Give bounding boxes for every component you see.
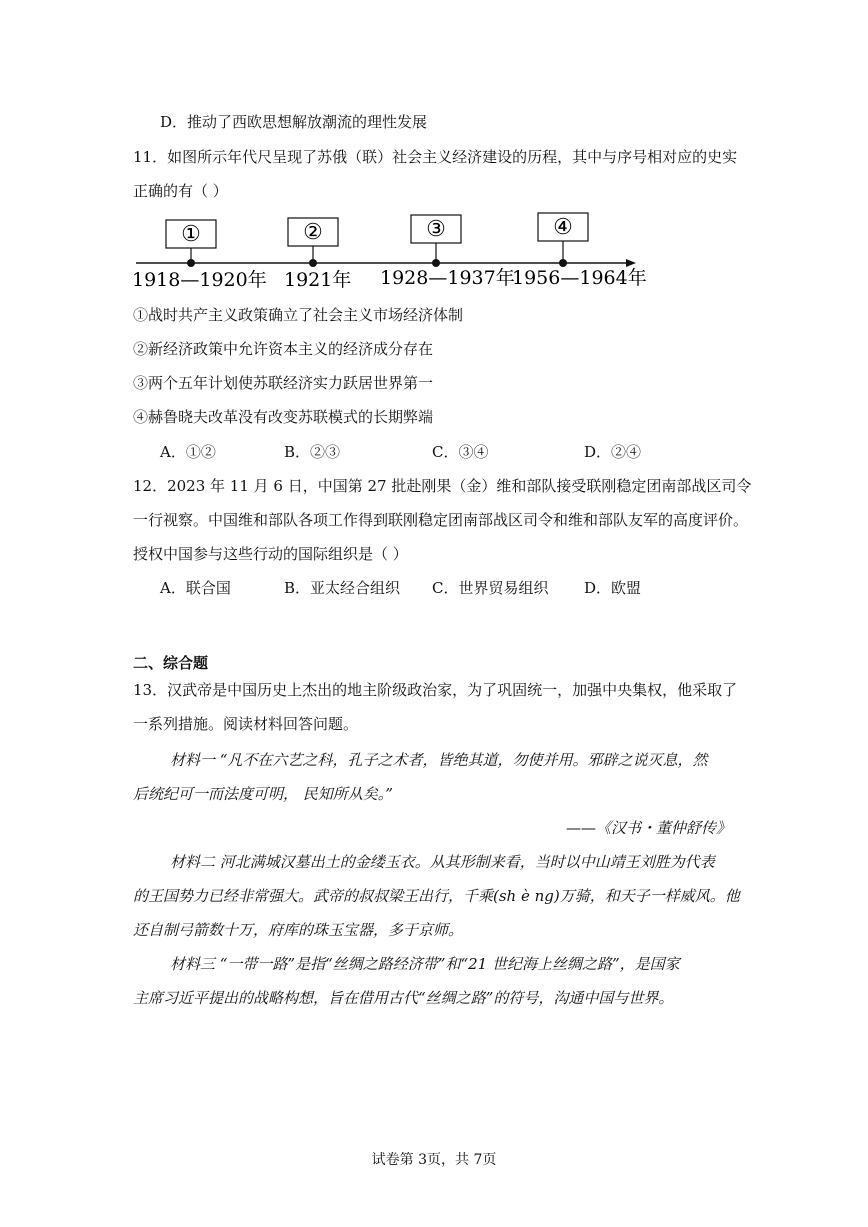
material-1-source: ——《汉书・董仲舒传》 [566,819,732,837]
q12-option-c: C．世界贸易组织 [432,579,549,597]
timeline-point-1 [187,259,195,267]
material-3-line2: 主席习近平提出的战略构想，旨在借用古代“丝绸之路”的符号，沟通中国与世界。 [133,989,674,1007]
timeline-figure [128,210,648,296]
material-1-line2: 后统纪可一而法度可明， 民知所从矣。” [133,785,393,803]
q11-option-a: A．①② [160,443,216,461]
timeline-date-1: 1918—1920年 [132,269,267,291]
q12-option-b: B．亚太经合组织 [284,579,401,597]
material-2-line1: 材料二 河北满城汉墓出土的金缕玉衣。从其形制来看，当时以中山靖王刘胜为代表 [170,853,715,871]
q12-stem-line2: 一行视察。中国维和部队各项工作得到联刚稳定团南部战区司令和维和部队友军的高度评价。 [133,511,749,529]
q11-stem-line2: 正确的有（ ） [133,182,228,200]
q13-stem-line1: 13．汉武帝是中国历史上杰出的地主阶级政治家，为了巩固统一，加强中央集权，他采取了 [133,681,738,699]
timeline-marker-2: ② [303,220,323,245]
timeline-marker-3: ③ [426,217,446,242]
q12-stem-line1: 12．2023 年 11 月 6 日，中国第 27 批赴刚果（金）维和部队接受联刚稳定团南部战区司令 [133,477,752,495]
timeline-point-4 [559,259,567,267]
q12-option-d: D．欧盟 [584,579,642,597]
timeline-date-3: 1928—1937年 [380,267,515,289]
q12-option-a: A．联合国 [160,579,231,597]
q12-stem-line3: 授权中国参与这些行动的国际组织是（ ） [133,545,408,563]
material-3-line1: 材料三 “一带一路”是指“丝绸之路经济带”和“21 世纪海上丝绸之路”，是国家 [170,955,680,973]
material-2-line3: 还自制弓箭数十万，府库的珠玉宝器，多于京师。 [133,921,464,939]
q11-statement-4: ④赫鲁晓夫改革没有改变苏联模式的长期弊端 [133,408,434,426]
timeline-date-4: 1956—1964年 [512,267,647,289]
section-title: 二、综合题 [133,654,209,672]
q10-option-d: D．推动了西欧思想解放潮流的理性发展 [160,113,428,131]
q11-statement-2: ②新经济政策中允许资本主义的经济成分存在 [133,340,434,358]
timeline-marker-4: ④ [553,215,573,240]
timeline-point-3 [432,259,440,267]
material-1-line1: 材料一 “凡不在六艺之科，孔子之术者，皆绝其道，勿使并用。邪辟之说灭息，然 [170,751,708,769]
timeline-marker-1: ① [181,222,201,247]
timeline-date-2: 1921年 [284,269,352,291]
q11-statement-3: ③两个五年计划使苏联经济实力跃居世界第一 [133,374,434,392]
q11-stem-line1: 11．如图所示年代尺呈现了苏俄（联）社会主义经济建设的历程，其中与序号相对应的史实 [133,148,738,166]
q11-option-d: D．②④ [584,443,642,461]
q13-stem-line2: 一系列措施。阅读材料回答问题。 [133,715,359,733]
material-2-line2: 的王国势力已经非常强大。武帝的叔叔梁王出行，千乘(sh è ng)万骑，和天子一样威风。他 [133,887,740,905]
page-footer: 试卷第 3页，共 7页 [371,1152,497,1168]
q11-option-c: C．③④ [432,443,489,461]
timeline-point-2 [309,259,317,267]
q11-option-b: B．②③ [284,443,341,461]
timeline-arrow [626,259,636,267]
q11-statement-1: ①战时共产主义政策确立了社会主义市场经济体制 [133,306,464,324]
